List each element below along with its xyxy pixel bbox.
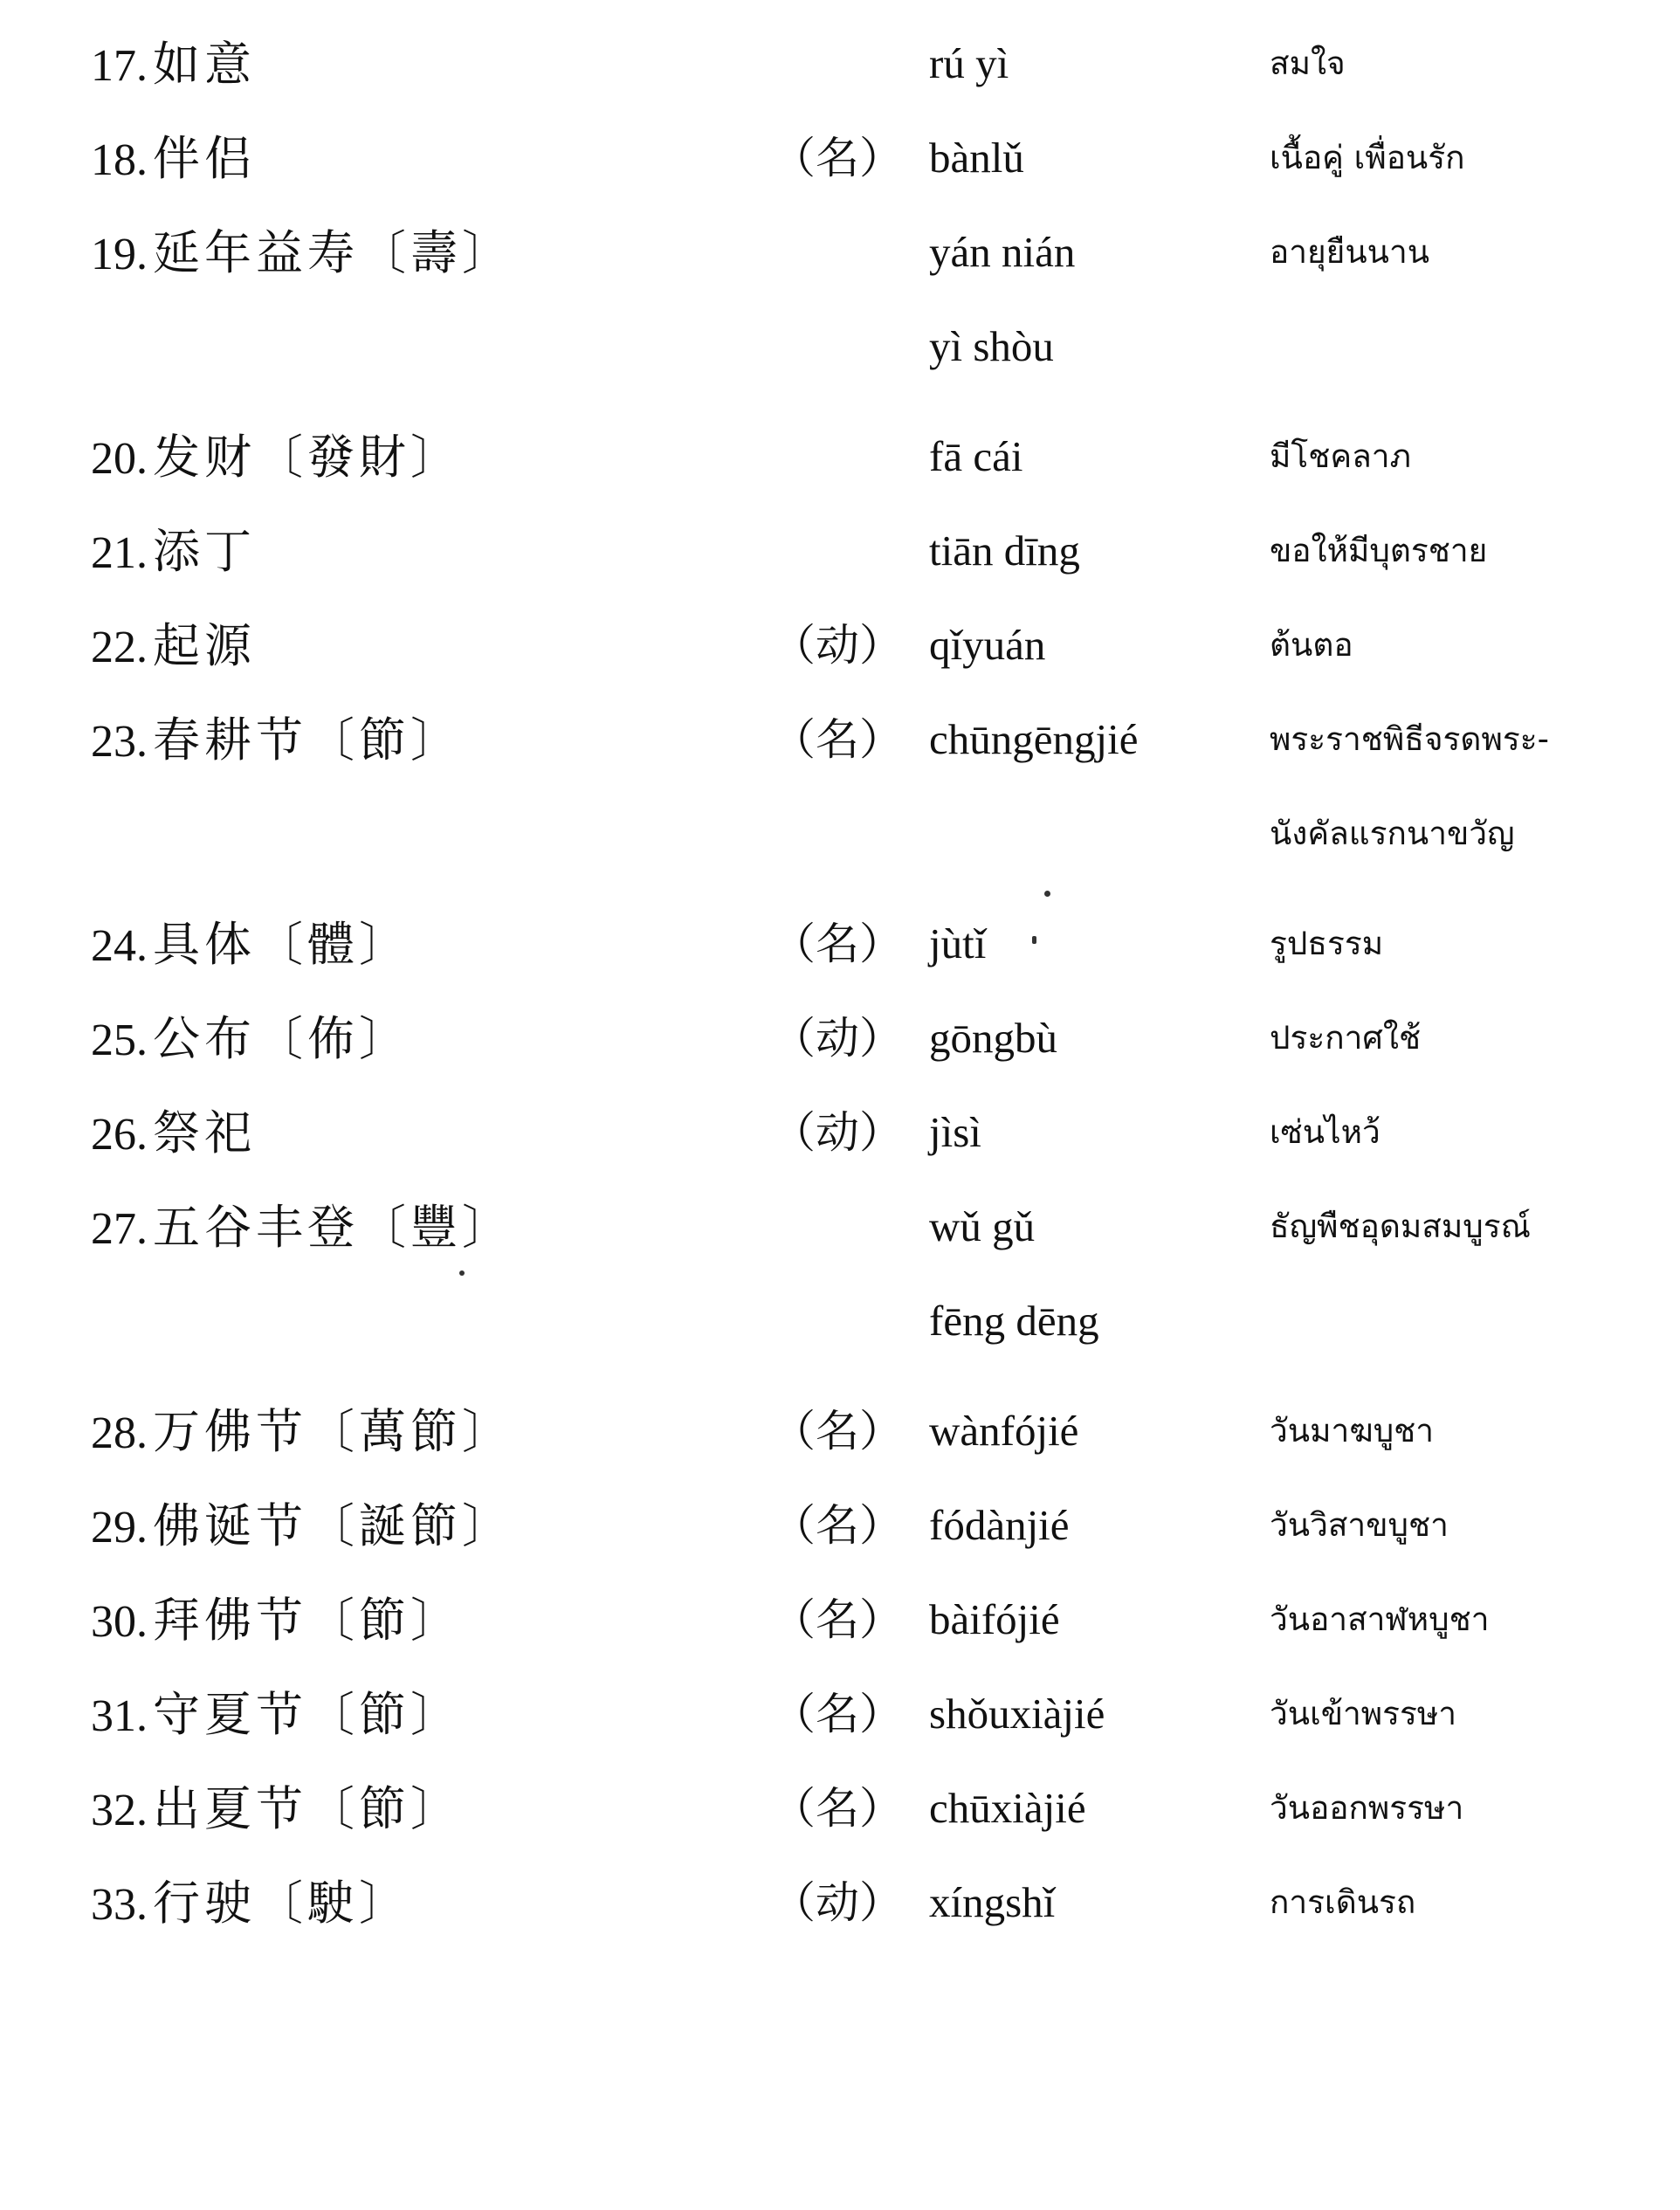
entry-headword xyxy=(91,1498,772,1553)
entry-thai-gloss: การเดินรถ xyxy=(1270,1883,1416,1921)
entry-thai-gloss: ขอให้มีบุตรชาย xyxy=(1270,532,1488,569)
spacer xyxy=(772,810,929,901)
vocabulary-list xyxy=(0,37,1680,1973)
entry-pinyin: fódànjié xyxy=(929,1501,1070,1549)
entry-pinyin: xíngshǐ xyxy=(929,1878,1056,1926)
entry-pinyin: jìsì xyxy=(929,1108,981,1156)
entry-thai-gloss: รูปธรรม xyxy=(1270,925,1384,962)
entry-part-of-speech: （名） xyxy=(772,1594,903,1645)
entry-chinese-word: 伴侣 xyxy=(153,131,256,186)
entry-chinese-word: 佛诞节〔誕節〕 xyxy=(153,1498,513,1553)
list-item xyxy=(0,1404,1680,1502)
entry-number: 29. xyxy=(91,1503,148,1553)
entry-thai-gloss: ต้นตอ xyxy=(1270,626,1353,664)
entry-headword xyxy=(91,225,772,280)
entry-pinyin-line2: yì shòu xyxy=(929,322,1054,370)
entry-pinyin: jùtǐ xyxy=(929,919,987,967)
entry-headword xyxy=(91,1781,772,1836)
entry-thai-gloss: วันมาฆบูชา xyxy=(1270,1412,1435,1449)
entry-part-of-speech: （名） xyxy=(772,1783,903,1834)
entry-number: 22. xyxy=(91,623,148,672)
entry-thai-gloss-line2 xyxy=(1270,1298,1680,1388)
spacer xyxy=(91,323,772,414)
list-item xyxy=(0,713,1680,810)
scan-speck xyxy=(459,1270,465,1276)
entry-chinese-word: 守夏节〔節〕 xyxy=(153,1687,462,1742)
entry-part-of-speech: （名） xyxy=(772,1500,903,1551)
entry-number: 30. xyxy=(91,1597,148,1647)
scan-speck xyxy=(1032,936,1036,944)
entry-part-of-speech: （动） xyxy=(772,1013,903,1064)
entry-headword xyxy=(91,1593,772,1648)
list-item xyxy=(0,1781,1680,1879)
entry-pinyin: yán nián xyxy=(929,228,1076,276)
spacer xyxy=(772,323,929,414)
entry-chinese-word: 公布〔佈〕 xyxy=(153,1011,410,1066)
entry-chinese-word: 拜佛节〔節〕 xyxy=(153,1593,462,1648)
entry-continuation xyxy=(0,810,1680,901)
entry-chinese-word: 出夏节〔節〕 xyxy=(153,1781,462,1836)
spacer xyxy=(91,810,772,901)
entry-number: 27. xyxy=(91,1204,148,1254)
entry-chinese-word: 具体〔體〕 xyxy=(153,917,410,972)
entry-number: 18. xyxy=(91,135,148,185)
entry-part-of-speech: （动） xyxy=(772,620,903,671)
list-item xyxy=(0,131,1680,229)
entry-chinese-word: 发财〔發財〕 xyxy=(153,430,462,485)
entry-number: 23. xyxy=(91,717,148,767)
entry-number: 17. xyxy=(91,41,148,91)
entry-thai-gloss: สมใจ xyxy=(1270,45,1346,82)
list-item xyxy=(0,524,1680,622)
entry-number: 21. xyxy=(91,528,148,578)
entry-pinyin: chūngēngjié xyxy=(929,715,1139,763)
entry-part-of-speech: （动） xyxy=(772,1107,903,1158)
entry-part-of-speech: （名） xyxy=(772,714,903,765)
entry-headword xyxy=(91,1105,772,1160)
entry-chinese-word: 延年益寿〔壽〕 xyxy=(153,225,513,280)
entry-continuation xyxy=(0,323,1680,414)
entry-headword xyxy=(91,1200,772,1255)
entry-number: 24. xyxy=(91,921,148,971)
entry-number: 31. xyxy=(91,1691,148,1741)
list-item xyxy=(0,1876,1680,1973)
entry-number: 26. xyxy=(91,1110,148,1160)
list-item xyxy=(0,1687,1680,1785)
entry-chinese-word: 祭祀 xyxy=(153,1105,256,1160)
list-item xyxy=(0,1011,1680,1109)
entry-chinese-word: 行驶〔駛〕 xyxy=(153,1876,410,1931)
entry-chinese-word: 万佛节〔萬節〕 xyxy=(153,1404,513,1459)
entry-chinese-word: 春耕节〔節〕 xyxy=(153,713,462,768)
entry-number: 20. xyxy=(91,434,148,484)
entry-part-of-speech: （动） xyxy=(772,1877,903,1928)
entry-pinyin: gōngbù xyxy=(929,1014,1057,1062)
entry-thai-gloss-line2: นังคัลแรกนาขวัญ xyxy=(1270,815,1515,852)
entry-thai-gloss: มีโชคลาภ xyxy=(1270,437,1411,475)
list-item xyxy=(0,37,1680,134)
entry-pinyin-line2: fēng dēng xyxy=(929,1297,1099,1345)
entry-pinyin: chūxiàjié xyxy=(929,1784,1086,1832)
entry-thai-gloss: อายุยืนนาน xyxy=(1270,233,1430,271)
list-item xyxy=(0,1593,1680,1690)
entry-thai-gloss: ธัญพืชอุดมสมบูรณ์ xyxy=(1270,1208,1531,1245)
entry-headword xyxy=(91,524,772,579)
entry-part-of-speech: （名） xyxy=(772,133,903,183)
entry-pinyin: bànlǔ xyxy=(929,134,1024,182)
entry-continuation xyxy=(0,1298,1680,1388)
entry-part-of-speech: （名） xyxy=(772,1406,903,1456)
entry-number: 28. xyxy=(91,1408,148,1458)
entry-number: 33. xyxy=(91,1880,148,1930)
entry-thai-gloss: วันอาสาฬหบูชา xyxy=(1270,1601,1490,1638)
entry-headword xyxy=(91,1011,772,1066)
list-item xyxy=(0,430,1680,527)
entry-pinyin: rú yì xyxy=(929,39,1009,87)
entry-thai-gloss: วันวิสาขบูชา xyxy=(1270,1506,1449,1544)
list-item xyxy=(0,618,1680,716)
list-item xyxy=(0,225,1680,323)
list-item xyxy=(0,1498,1680,1596)
entry-headword xyxy=(91,1404,772,1459)
entry-thai-gloss: วันออกพรรษา xyxy=(1270,1789,1464,1827)
entry-thai-gloss-line2 xyxy=(1270,323,1680,414)
list-item xyxy=(0,917,1680,1015)
entry-thai-gloss: เซ่นไหว้ xyxy=(1270,1113,1380,1151)
entry-number: 32. xyxy=(91,1786,148,1835)
entry-headword xyxy=(91,618,772,673)
list-item xyxy=(0,1105,1680,1203)
entry-pinyin: wǔ gǔ xyxy=(929,1202,1036,1250)
entry-pinyin: bàifójié xyxy=(929,1595,1060,1643)
entry-pinyin: qǐyuán xyxy=(929,621,1046,669)
entry-pinyin: tiān dīng xyxy=(929,527,1080,575)
scan-speck xyxy=(1044,891,1050,897)
entry-chinese-word: 添丁 xyxy=(153,524,256,579)
entry-thai-gloss: วันเข้าพรรษา xyxy=(1270,1695,1457,1732)
entry-pinyin: shǒuxiàjié xyxy=(929,1690,1105,1738)
list-item xyxy=(0,1200,1680,1298)
entry-number: 19. xyxy=(91,230,148,279)
entry-part-of-speech: （名） xyxy=(772,919,903,969)
entry-headword xyxy=(91,917,772,972)
entry-chinese-word: 起源 xyxy=(153,618,256,673)
entry-headword xyxy=(91,1687,772,1742)
entry-headword xyxy=(91,430,772,485)
entry-chinese-word: 五谷丰登〔豐〕 xyxy=(153,1200,513,1255)
entry-thai-gloss: พระราชพิธีจรดพระ- xyxy=(1270,720,1549,758)
entry-headword xyxy=(91,713,772,768)
entry-headword xyxy=(91,131,772,186)
entry-chinese-word: 如意 xyxy=(153,37,256,92)
entry-thai-gloss: ประกาศใช้ xyxy=(1270,1019,1422,1057)
spacer xyxy=(91,1298,772,1388)
entry-headword xyxy=(91,37,772,92)
spacer xyxy=(772,1298,929,1388)
entry-pinyin: fā cái xyxy=(929,432,1023,480)
entry-pinyin-line2 xyxy=(929,810,1270,901)
entry-number: 25. xyxy=(91,1015,148,1065)
entry-thai-gloss: เนื้อคู่ เพื่อนรัก xyxy=(1270,139,1465,176)
entry-part-of-speech: （名） xyxy=(772,1689,903,1739)
entry-pinyin: wànfójié xyxy=(929,1407,1079,1455)
entry-headword xyxy=(91,1876,772,1931)
